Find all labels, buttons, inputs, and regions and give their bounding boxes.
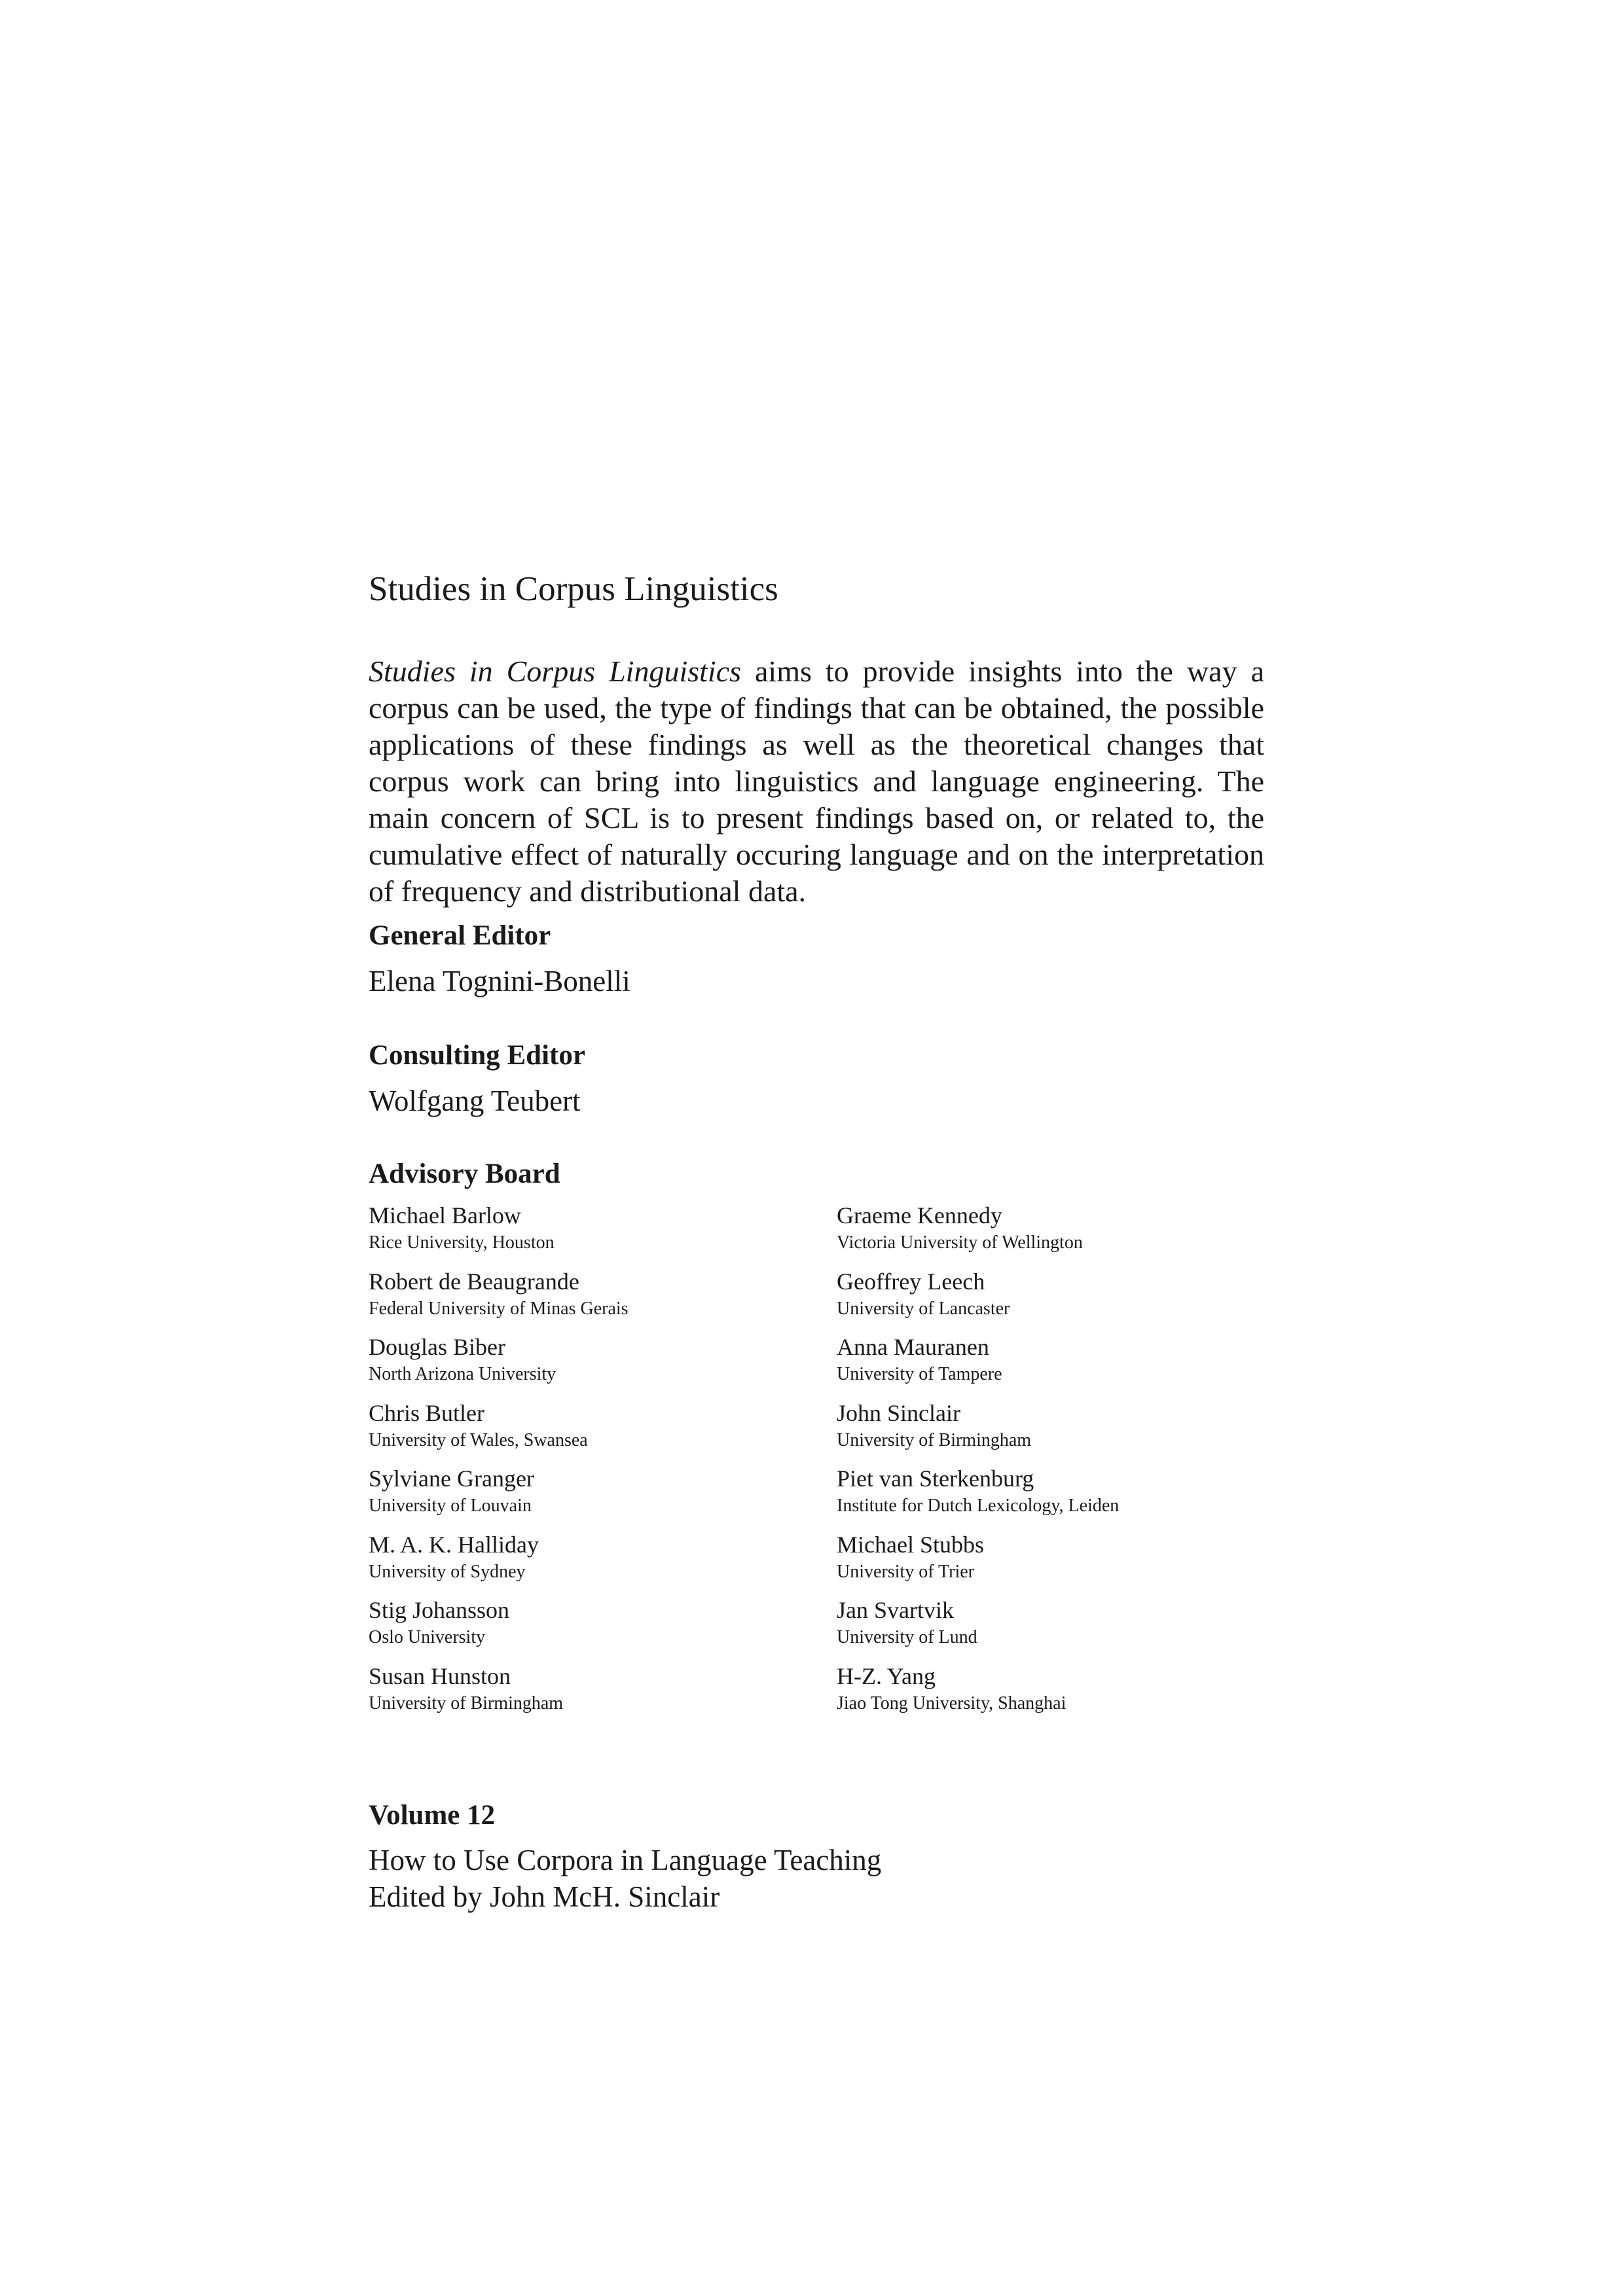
board-member xyxy=(837,1530,1295,1596)
consulting-editor-name: Wolfgang Teubert xyxy=(369,1085,581,1117)
volume-editor: Edited by John McH. Sinclair xyxy=(369,1880,720,1913)
board-member-name: Susan Hunston xyxy=(369,1662,511,1689)
volume-label: Volume 12 xyxy=(369,1800,496,1831)
advisory-board-left-column xyxy=(369,1200,827,1727)
board-member-name: John Sinclair xyxy=(837,1399,960,1426)
board-member xyxy=(837,1463,1295,1530)
board-member-affiliation: Institute for Dutch Lexicology, Leiden xyxy=(837,1496,1120,1516)
general-editor-label: General Editor xyxy=(369,920,551,951)
board-member-name: Michael Barlow xyxy=(369,1202,521,1229)
board-member-affiliation: University of Louvain xyxy=(369,1496,532,1516)
board-member xyxy=(837,1332,1295,1398)
board-member-affiliation: University of Lancaster xyxy=(837,1298,1010,1319)
board-member-affiliation: Federal University of Minas Gerais xyxy=(369,1298,629,1319)
board-member-name: Graeme Kennedy xyxy=(837,1202,1002,1229)
general-editor-name: Elena Tognini-Bonelli xyxy=(369,965,630,997)
board-member-affiliation: Jiao Tong University, Shanghai xyxy=(837,1693,1067,1713)
board-member-name: Robert de Beaugrande xyxy=(369,1268,579,1295)
board-member-name: Sylviane Granger xyxy=(369,1465,534,1492)
board-member xyxy=(369,1332,827,1398)
board-member xyxy=(369,1266,827,1333)
board-member-name: Stig Johansson xyxy=(369,1597,510,1623)
board-member-affiliation: Victoria University of Wellington xyxy=(837,1232,1083,1253)
board-member-affiliation: Oslo University xyxy=(369,1627,486,1647)
board-member xyxy=(369,1595,827,1661)
board-member xyxy=(837,1398,1295,1464)
board-member-name: Chris Butler xyxy=(369,1399,484,1426)
board-member xyxy=(837,1661,1295,1727)
board-member-name: Michael Stubbs xyxy=(837,1531,984,1558)
board-member-affiliation: University of Trier xyxy=(837,1561,974,1582)
advisory-board-label: Advisory Board xyxy=(369,1158,560,1189)
board-member-affiliation: Rice University, Houston xyxy=(369,1232,555,1253)
board-member xyxy=(837,1200,1295,1266)
board-member xyxy=(837,1266,1295,1333)
board-member-affiliation: North Arizona University xyxy=(369,1364,556,1384)
board-member xyxy=(369,1463,827,1530)
board-member xyxy=(369,1200,827,1266)
board-member-name: Piet van Sterkenburg xyxy=(837,1465,1034,1492)
board-member-affiliation: University of Wales, Swansea xyxy=(369,1429,588,1450)
board-member-affiliation: University of Birmingham xyxy=(369,1693,564,1713)
board-member xyxy=(369,1661,827,1727)
series-title: Studies in Corpus Linguistics xyxy=(369,570,778,608)
board-member-name: Anna Mauranen xyxy=(837,1334,989,1360)
board-member xyxy=(369,1530,827,1596)
board-member-affiliation: University of Sydney xyxy=(369,1561,526,1582)
board-member-affiliation: University of Lund xyxy=(837,1627,977,1647)
series-description xyxy=(369,653,1264,910)
board-member-affiliation: University of Tampere xyxy=(837,1364,1002,1384)
series-description-italic: Studies in Corpus Linguistics xyxy=(369,655,742,688)
board-member xyxy=(369,1398,827,1464)
board-member-name: Douglas Biber xyxy=(369,1334,505,1360)
board-member xyxy=(837,1595,1295,1661)
advisory-board-right-column xyxy=(837,1200,1295,1727)
board-member-name: Jan Svartvik xyxy=(837,1597,954,1623)
board-member-affiliation: University of Birmingham xyxy=(837,1429,1032,1450)
board-member-name: H-Z. Yang xyxy=(837,1662,936,1689)
series-description-text: aims to provide insights into the way a corpus can be used, the type of findings that can be obtained, the possible applications of these findings as well as the theoretical changes that corpus work can bring into linguistics and language engineering. The main concern of SCL is to present findings based on, or related to, the cumulative effect of naturally occuring language and on the interpretation of frequency and distributional data. xyxy=(369,655,1264,908)
volume-title: How to Use Corpora in Language Teaching xyxy=(369,1844,882,1876)
board-member-name: Geoffrey Leech xyxy=(837,1268,985,1295)
board-member-name: M. A. K. Halliday xyxy=(369,1531,539,1558)
consulting-editor-label: Consulting Editor xyxy=(369,1040,585,1071)
